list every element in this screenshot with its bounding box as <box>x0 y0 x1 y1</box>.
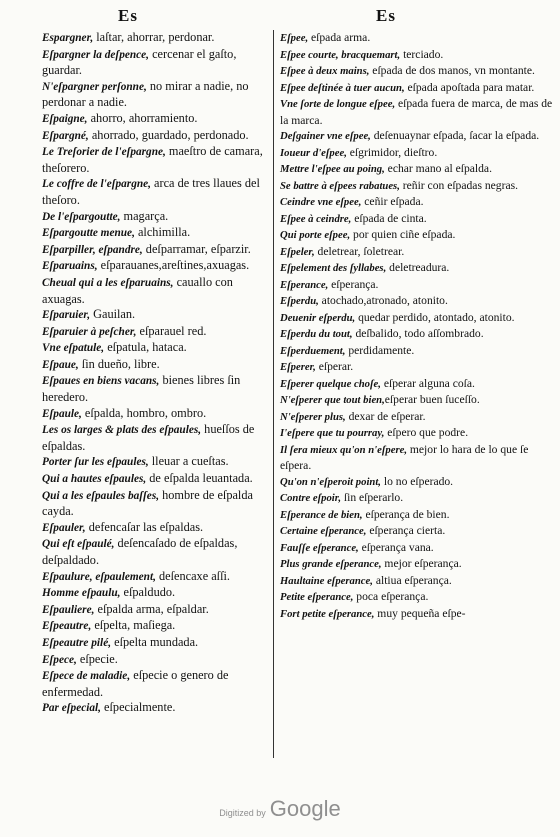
dictionary-entry <box>42 47 270 79</box>
entry-translation: deletreadura. <box>386 261 450 274</box>
entry-translation: eſpada arma. <box>308 31 371 44</box>
entry-headword: Eſperance, <box>280 278 329 291</box>
entry-headword: Il ſera mieux qu'on n'eſpere, <box>280 443 407 456</box>
dictionary-entry <box>280 343 558 360</box>
dictionary-entry <box>42 144 270 176</box>
dictionary-entry <box>42 700 270 717</box>
entry-translation: laſtar, ahorrar, perdonar. <box>93 30 215 44</box>
entry-headword: Eſperer, <box>280 361 316 373</box>
entry-headword: Eſpece, <box>42 653 77 666</box>
entry-headword: Qui a les eſpaules baſſes, <box>42 489 160 502</box>
entry-headword: Eſpaule, <box>42 407 82 420</box>
entry-translation: perdidamente. <box>345 343 415 357</box>
entry-translation: eſpada fuera de marca, de mas de la marca. <box>280 97 553 127</box>
entry-translation: deſenuaynar eſpada, ſacar la eſpada. <box>370 129 540 142</box>
entry-translation: lo no eſperado. <box>380 474 454 488</box>
entry-translation: deſencaſado de eſpaldas, deſpaldado. <box>42 536 238 567</box>
entry-translation: eſperança. <box>328 277 379 291</box>
right-column <box>280 30 558 622</box>
dictionary-entry <box>280 80 558 97</box>
entry-translation: quedar perdido, atontado, atonito. <box>355 310 515 324</box>
entry-headword: Les os larges & plats des eſpaules, <box>42 424 202 437</box>
entry-translation: terciado. <box>400 47 444 61</box>
dictionary-entry <box>42 209 270 226</box>
entry-translation: poca eſperança. <box>353 590 429 603</box>
dictionary-entry <box>280 606 558 623</box>
entry-headword: Certaine eſperance, <box>280 525 367 537</box>
dictionary-entry <box>42 602 270 619</box>
entry-headword: Fort petite eſperance, <box>280 607 375 620</box>
entry-headword: Eſpelement des ſyllabes, <box>280 262 387 274</box>
entry-headword: Eſpaulure, eſpaulement, <box>42 570 156 583</box>
left-column <box>42 30 270 717</box>
entry-translation: ſin eſperarlo. <box>340 491 404 504</box>
dictionary-entry <box>280 47 558 64</box>
dictionary-entry <box>280 474 558 491</box>
dictionary-entry <box>280 573 558 590</box>
dictionary-entry <box>42 536 270 568</box>
entry-headword: Deuenir eſperdu, <box>280 311 356 324</box>
entry-translation: maeſtro de camara, theſorero. <box>42 144 263 175</box>
entry-headword: Eſparuier à peſcher, <box>42 325 137 338</box>
entry-headword: Eſpeautre pilé, <box>42 636 112 649</box>
entry-headword: Ceindre vne eſpee, <box>280 196 362 208</box>
entry-headword: Eſpauler, <box>42 521 86 534</box>
entry-headword: Eſpeautre, <box>42 620 92 633</box>
entry-translation: eſperar buen ſuceſſo. <box>384 393 480 406</box>
dictionary-entry <box>42 128 270 145</box>
entry-headword: I'eſpere que tu pourray, <box>280 427 385 439</box>
entry-translation: mejor eſperança. <box>381 557 462 570</box>
entry-headword: Eſpee courte, bracquemart, <box>280 48 401 61</box>
entry-headword: Vne ſorte de longue eſpee, <box>280 98 396 110</box>
dictionary-entry <box>42 668 270 700</box>
entry-translation: eſpalda, hombro, ombro. <box>81 405 207 420</box>
dictionary-entry <box>280 310 558 327</box>
entry-translation: hueſſos de eſpaldas. <box>42 422 255 453</box>
dictionary-entry <box>280 63 558 80</box>
entry-translation: ahorro, ahorramiento. <box>87 110 198 125</box>
dictionary-entry <box>42 406 270 423</box>
entry-headword: Qu'on n'eſperoit point, <box>280 475 381 488</box>
dictionary-entry <box>280 30 558 47</box>
entry-headword: Eſperance de bien, <box>280 508 363 521</box>
entry-translation: mejor lo hara de lo que ſe eſpera. <box>280 442 529 472</box>
entry-translation: magarça. <box>120 208 169 223</box>
entry-headword: Espargner, <box>42 32 94 44</box>
dictionary-entry <box>280 442 558 474</box>
dictionary-entry <box>280 96 558 128</box>
entry-translation: no mirar a nadie, no perdonar a nadie. <box>42 78 249 110</box>
entry-headword: Eſpargner la deſpence, <box>42 48 149 61</box>
dictionary-entry <box>280 145 558 162</box>
entry-headword: Petite eſperance, <box>280 591 354 603</box>
dictionary-entry <box>42 488 270 520</box>
entry-translation: eſpada de dos manos, vn montante. <box>369 64 535 77</box>
dictionary-entry <box>280 161 558 178</box>
dictionary-entry <box>280 556 558 573</box>
dictionary-entry <box>42 79 270 111</box>
dictionary-entry <box>280 277 558 294</box>
entry-headword: Par eſpecial, <box>42 702 101 715</box>
entry-headword: Deſgainer vne eſpee, <box>280 130 371 142</box>
dictionary-entry <box>42 225 270 242</box>
dictionary-entry <box>42 373 270 405</box>
dictionary-entry <box>280 490 558 507</box>
entry-headword: Eſpee deſtinée à tuer aucun, <box>280 81 405 94</box>
entry-translation: deſencaxe aſſi. <box>155 568 231 583</box>
entry-headword: Le coffre de l'eſpargne, <box>42 178 151 191</box>
entry-translation: eſpaldudo. <box>120 585 176 600</box>
entry-translation: eſpelta, maſiega. <box>91 618 176 633</box>
entry-translation: hombre de eſpalda cayda. <box>42 487 253 519</box>
entry-translation: eſpada de cinta. <box>351 211 427 225</box>
google-logo-text: Google <box>269 796 341 821</box>
entry-headword: N'eſperer que tout bien, <box>280 394 385 406</box>
dictionary-entry <box>42 176 270 208</box>
entry-headword: Le Treſorier de l'eſpargne, <box>42 146 166 159</box>
dictionary-entry <box>42 30 270 47</box>
entry-translation: por quien ciñe eſpada. <box>350 228 456 241</box>
entry-translation: ceñir eſpada. <box>361 195 424 208</box>
digitized-by-text: Digitized by <box>219 808 266 818</box>
entry-headword: Eſpaue, <box>42 358 79 371</box>
entry-headword: Mettre l'eſpee au poing, <box>280 163 385 175</box>
entry-translation: arca de tres llaues del theſoro. <box>42 176 260 207</box>
dictionary-entry <box>280 194 558 211</box>
dictionary-entry <box>280 244 558 261</box>
entry-headword: De l'eſpargoutte, <box>42 210 121 223</box>
entry-headword: Eſparuains, <box>42 260 98 273</box>
dictionary-entry <box>42 111 270 128</box>
dictionary-entry <box>280 425 558 442</box>
entry-translation: alchimilla. <box>134 225 191 240</box>
entry-headword: Eſpece de maladie, <box>42 670 131 683</box>
entry-translation: deſbalido, todo aſſombrado. <box>352 327 484 340</box>
dictionary-entry <box>42 585 270 602</box>
entry-translation: eſperança de bien. <box>362 507 450 521</box>
entry-headword: Ioueur d'eſpee, <box>280 146 347 159</box>
entry-translation: muy pequeña eſpe- <box>374 606 466 620</box>
entry-translation: eſparauanes,areſtines,axuagas. <box>97 258 250 273</box>
entry-headword: Porter ſur les eſpaules, <box>42 456 149 469</box>
entry-translation: deletrear, ſoletrear. <box>314 244 405 258</box>
entry-translation: eſpatula, hataca. <box>104 340 187 355</box>
entry-translation: eſpecie. <box>76 651 118 666</box>
dictionary-entry <box>280 523 558 540</box>
dictionary-entry <box>42 454 270 471</box>
entry-headword: Eſpeler, <box>280 245 315 258</box>
entry-headword: Qui eſt eſpaulé, <box>42 538 115 551</box>
entry-translation: de eſpalda leuantada. <box>146 471 253 486</box>
entry-headword: Eſpee, <box>280 32 309 44</box>
right-running-head: Es <box>376 6 396 25</box>
entry-headword: N'eſperer plus, <box>280 410 346 423</box>
dictionary-entry <box>280 376 558 393</box>
entry-translation: lleuar a cueſtas. <box>148 454 229 469</box>
entry-translation: eſparauel red. <box>136 323 207 338</box>
entry-headword: Fauſſe eſperance, <box>280 541 359 554</box>
entry-translation: defencaſar las eſpaldas. <box>85 519 204 534</box>
entry-translation: atochado,atronado, atonito. <box>318 294 448 307</box>
dictionary-entry <box>280 293 558 310</box>
entry-headword: Eſpauliere, <box>42 603 95 616</box>
dictionary-entry <box>280 540 558 557</box>
entry-headword: Eſpee à ceindre, <box>280 212 352 225</box>
entry-translation: echar mano al eſpalda. <box>384 162 492 175</box>
entry-translation: Gauilan. <box>90 307 136 322</box>
dictionary-entry <box>42 258 270 275</box>
entry-translation: eſpecialmente. <box>100 700 176 715</box>
entry-translation: eſpelta mundada. <box>111 634 199 649</box>
entry-translation: dexar de eſperar. <box>345 409 426 423</box>
entry-translation: ahorrado, guardado, perdonado. <box>88 127 249 142</box>
dictionary-entry <box>42 242 270 259</box>
dictionary-entry <box>280 326 558 343</box>
dictionary-entry <box>280 178 558 195</box>
entry-headword: Eſperduement, <box>280 344 346 357</box>
dictionary-entry <box>42 422 270 454</box>
entry-headword: Eſpee à deux mains, <box>280 65 370 77</box>
entry-headword: Eſparuier, <box>42 309 91 322</box>
entry-translation: reñir con eſpadas negras. <box>399 178 519 192</box>
entry-headword: Eſperdu du tout, <box>280 328 353 340</box>
entry-translation: altiua eſperança. <box>372 573 452 587</box>
entry-headword: Qui a hautes eſpaules, <box>42 473 147 486</box>
dictionary-entry <box>280 227 558 244</box>
entry-translation: eſpecie o genero de enfermedad. <box>42 668 229 699</box>
dictionary-entry <box>280 589 558 606</box>
dictionary-entry <box>280 211 558 228</box>
dictionary-entry <box>42 340 270 357</box>
entry-translation: deſparramar, eſparzir. <box>142 241 251 256</box>
dictionary-entry <box>280 128 558 145</box>
entry-headword: Qui porte eſpee, <box>280 229 351 241</box>
entry-translation: bienes libres ſin heredero. <box>42 373 241 405</box>
dictionary-entry <box>280 260 558 277</box>
entry-headword: Eſperer quelque choſe, <box>280 377 381 390</box>
dictionary-entry <box>280 507 558 524</box>
entry-translation: eſpalda arma, eſpaldar. <box>94 601 209 616</box>
entry-translation: eſperar. <box>315 360 354 373</box>
entry-headword: Eſperdu, <box>280 295 319 307</box>
digitization-watermark <box>0 796 560 822</box>
entry-translation: eſperança cierta. <box>366 524 446 537</box>
entry-headword: Eſpargoutte menue, <box>42 227 135 240</box>
dictionary-entry <box>280 359 558 376</box>
entry-headword: Eſpaigne, <box>42 112 88 125</box>
dictionary-entry <box>280 409 558 426</box>
entry-translation: eſpero que podre. <box>384 426 469 439</box>
dictionary-entry <box>42 652 270 669</box>
dictionary-entry <box>42 520 270 537</box>
entry-translation: ſin dueño, libre. <box>78 356 160 371</box>
entry-translation: cercenar el gaſto, guardar. <box>42 46 237 78</box>
entry-headword: Homme eſpaulu, <box>42 587 121 600</box>
dictionary-entry <box>280 392 558 409</box>
dictionary-entry <box>42 307 270 324</box>
entry-headword: Vne eſpatule, <box>42 342 105 355</box>
entry-translation: eſperar alguna coſa. <box>380 376 475 390</box>
entry-headword: Plus grande eſperance, <box>280 558 382 570</box>
entry-translation: eſgrimidor, dieſtro. <box>346 145 438 159</box>
dictionary-entry <box>42 569 270 586</box>
left-running-head: Es <box>118 6 138 25</box>
entry-translation: cauallo con axuagas. <box>42 274 233 306</box>
entry-headword: Eſpargné, <box>42 129 89 142</box>
entry-headword: Cheual qui a les eſparuains, <box>42 276 174 289</box>
dictionary-entry <box>42 471 270 488</box>
dictionary-entry <box>42 635 270 652</box>
entry-translation: eſperança vana. <box>358 540 434 554</box>
entry-headword: Haultaine eſperance, <box>280 574 373 587</box>
entry-headword: N'eſpargner perſonne, <box>42 80 147 93</box>
dictionary-entry <box>42 357 270 374</box>
entry-headword: Eſpaues en biens vacans, <box>42 375 160 388</box>
entry-translation: eſpada apoſtada para matar. <box>404 80 535 94</box>
entry-headword: Contre eſpoir, <box>280 492 341 504</box>
column-divider <box>273 30 274 758</box>
entry-headword: Eſparpiller, eſpandre, <box>42 243 143 256</box>
dictionary-entry <box>42 324 270 341</box>
dictionary-entry <box>42 275 270 307</box>
entry-headword: Se battre à eſpees rabatues, <box>280 179 400 192</box>
dictionary-entry <box>42 618 270 635</box>
